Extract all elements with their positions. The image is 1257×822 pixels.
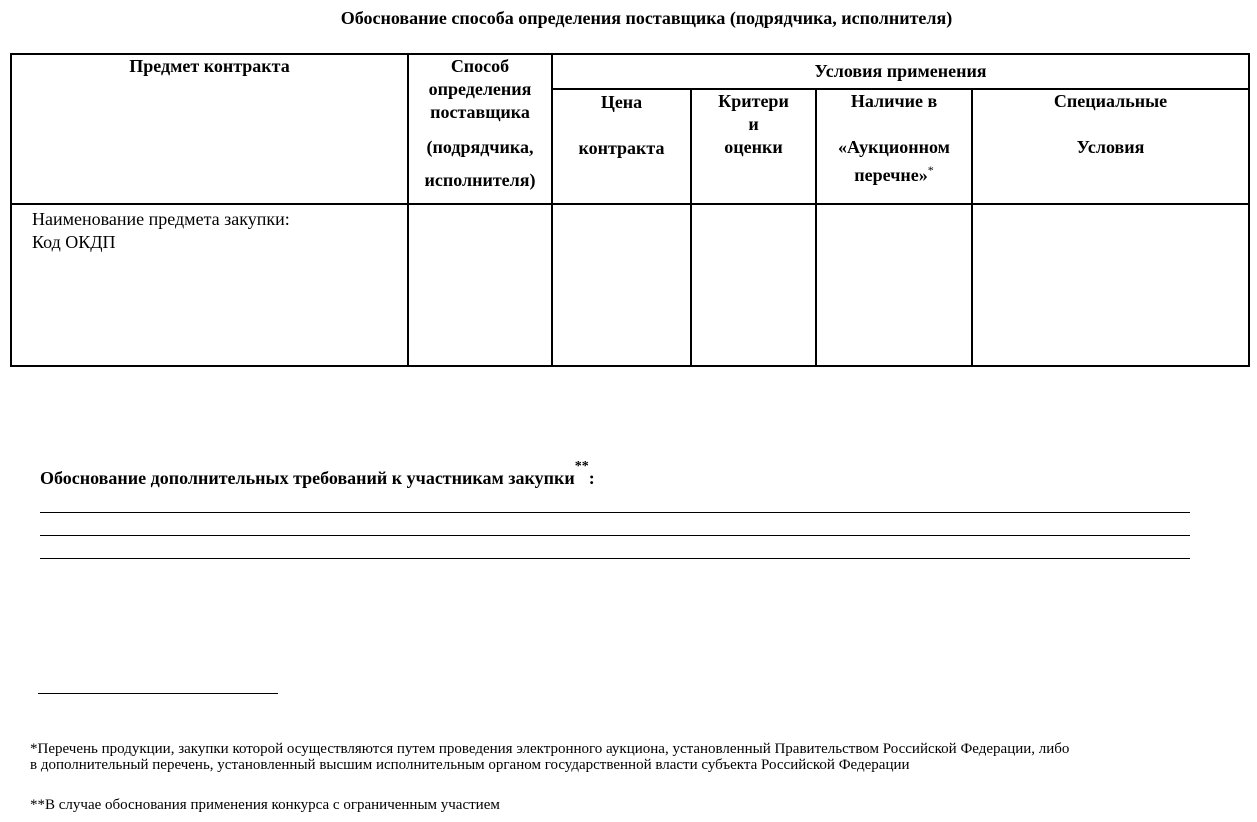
header-method-line: (подрядчика,	[426, 137, 534, 157]
header-subject-label: Предмет контракта	[129, 56, 290, 76]
header-method-line: поставщика	[430, 102, 530, 122]
cell-price	[552, 204, 691, 366]
cell-method	[408, 204, 552, 366]
header-method-line: Способ	[450, 56, 510, 76]
header-price	[552, 89, 691, 204]
cell-subject	[11, 204, 408, 366]
cell-auction	[816, 204, 972, 366]
fill-line	[40, 535, 1190, 536]
header-auction-line: Наличие в	[850, 91, 938, 111]
footnote-1-line: *Перечень продукции, закупки которой осуществляются путем проведения электронного аукциона, установленный Правительством Российской Федерации, либо	[30, 741, 1070, 757]
footnote-mark: **	[574, 459, 589, 474]
cell-criteria	[691, 204, 816, 366]
fill-line	[40, 512, 1190, 513]
footnote-2-text: **В случае обоснования применения конкурса с ограниченным участием	[30, 797, 500, 813]
heading-colon: :	[588, 468, 595, 488]
footnote-1-line: в дополнительный перечень, установленный высшим исполнительным органом государственной власти субъекта Российской Федерации	[30, 757, 910, 773]
header-criteria-line: оценки	[724, 137, 783, 157]
justification-table	[10, 53, 1250, 367]
table-row	[11, 204, 1249, 366]
fill-line	[40, 558, 1190, 559]
additional-requirements-heading	[40, 459, 595, 489]
cell-special	[972, 204, 1249, 366]
additional-requirements-title: Обоснование дополнительных требований к участникам закупки	[40, 468, 575, 488]
footnote-separator	[38, 693, 278, 694]
header-special	[972, 89, 1249, 204]
header-price-line: контракта	[578, 138, 665, 158]
header-criteria	[691, 89, 816, 204]
subject-name-label: Наименование предмета закупки:	[32, 209, 290, 229]
header-special-line: Условия	[1076, 137, 1145, 157]
header-auction-line: перечне»	[854, 165, 928, 185]
header-conditions-label: Условия применения	[814, 61, 987, 81]
header-auction-list	[816, 89, 972, 204]
footnote-mark: *	[927, 163, 934, 177]
header-auction-line: «Аукционном	[838, 137, 950, 157]
header-method	[408, 54, 552, 204]
header-price-line: Цена	[600, 92, 643, 112]
page-title: Обоснование способа определения поставщика (подрядчика, исполнителя)	[340, 8, 953, 28]
header-subject	[11, 54, 408, 204]
footnote-1	[30, 741, 1069, 773]
footnote-2	[30, 797, 500, 813]
okdp-code-label: Код ОКДП	[32, 232, 116, 252]
header-conditions	[552, 54, 1249, 89]
header-method-line: определения	[428, 79, 532, 99]
header-method-line: исполнителя)	[424, 170, 536, 190]
header-special-line: Специальные	[1053, 91, 1168, 111]
header-criteria-line: Критери	[718, 91, 789, 111]
header-criteria-line: и	[748, 114, 759, 134]
